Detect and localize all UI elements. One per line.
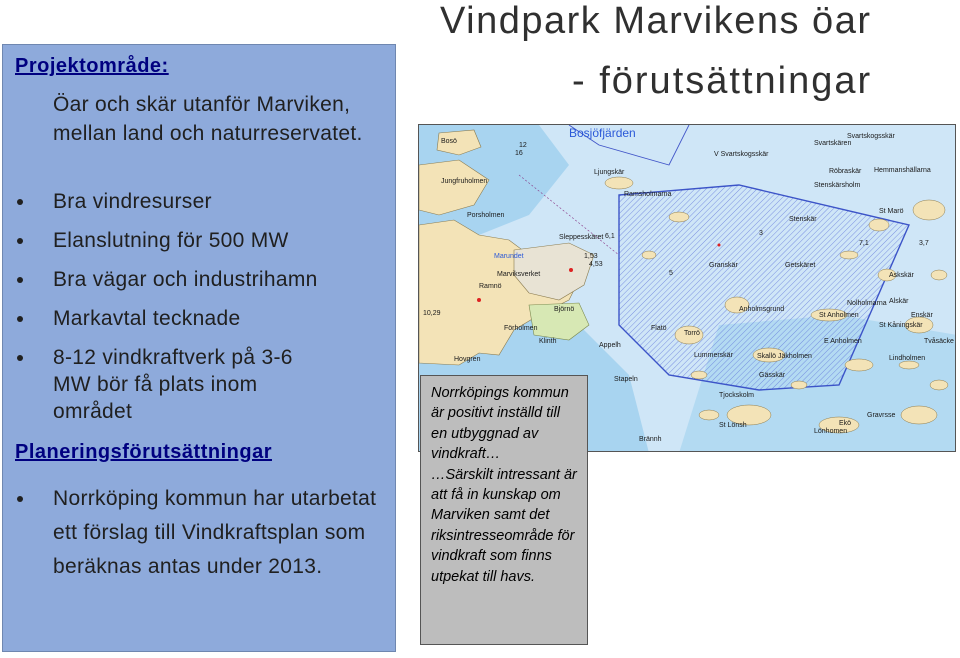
map-label: Klinth [539,338,557,345]
bullet-icon [17,199,23,205]
map-label: St Anholmen [819,312,859,319]
map-label: Askskär [889,272,914,279]
map-label: Flatö [651,325,667,332]
list-item: Bra vägar och industrihamn [3,266,397,293]
map-label: Skallö Jäkholmen [757,353,812,360]
map-label: Ekö [839,420,852,427]
map-label: Björnö [554,306,575,313]
map-label: Bosö [441,138,457,145]
page-subtitle: - förutsättningar [572,60,873,102]
list-item: Markavtal tecknade [3,305,397,332]
svg-text:1,53: 1,53 [584,253,598,260]
map-label: Gravrsse [867,412,896,419]
svg-text:6,1: 6,1 [605,233,615,240]
project-info-panel [2,44,396,652]
map-label: Lindholmen [889,355,926,362]
svg-text:16: 16 [515,150,523,157]
map-label: Tjockskolm [719,392,755,399]
map-label: Getskäret [785,262,816,269]
bullet-icon [17,238,23,244]
map-label: St Marö [879,208,904,215]
map-label: Röbraskär [829,168,862,175]
map-label: Stenskärsholm [814,182,861,189]
bullet-icon [17,496,23,502]
bullet-icon [17,277,23,283]
map-label: Brännh [639,436,662,443]
map-label: Anholmsgrund [739,306,785,313]
map-label: Enskär [911,312,933,319]
svg-text:3,7: 3,7 [919,240,929,247]
map-label: Nolholmarna [847,300,887,307]
map-label: Ljungskär [594,169,625,176]
map-label: V Svartskogsskär [714,151,769,158]
map-label: Svartskären [814,140,852,147]
map-label: Tvåsäcke [924,338,954,345]
map-label: Marundet [494,253,524,260]
map-label: Alskär [889,298,909,305]
page-title: Vindpark Marvikens öar [440,0,872,42]
callout-text-2: …Särskilt intressant är att få in kunskap om Marviken samt det riksintresseområde för vindkraft som finns utpekat till havs. [431,466,577,585]
bullet-icon [17,355,23,361]
map-label: Torrö [684,330,700,337]
project-area-intro: Öar och skär utanför Marviken, mellan land och naturreservatet. [53,93,363,145]
planeringsforutsattningar-heading: Planeringsförutsättningar [15,441,272,463]
map-label: Appelh [599,342,621,349]
map-label: Ramnö [479,283,502,290]
map-label: Granskär [709,262,738,269]
map-label: Stapeln [614,376,638,383]
map-label: St Lönsh [719,422,747,429]
list-item: Bra vindresurser [3,188,397,215]
map-label: Gässkär [759,372,786,379]
map-label: Lönhomen [814,428,848,435]
list-item: Elanslutning för 500 MW [3,227,397,254]
map-label: Svartskogsskär [847,133,895,140]
list-item: 8-12 vindkraftverk på 3-6 MW bör få plats inom området [3,344,397,425]
map-label: Hemmanshällarna [874,167,931,174]
svg-text:5: 5 [669,270,673,277]
map-label: Stenskär [789,216,817,223]
svg-text:10,29: 10,29 [423,310,441,317]
map-label: Förholmen [504,325,538,332]
municipality-callout [420,375,588,645]
map-label: St Kåningskär [879,322,923,329]
map-label: Porsholmen [467,212,505,219]
map-label: E Anholmen [824,338,862,345]
svg-text:4,53: 4,53 [589,261,603,268]
map-label: Marviksverket [497,271,541,278]
map-label: Bosjöfjärden [569,126,636,140]
svg-text:12: 12 [519,142,527,149]
bullet-icon [17,316,23,322]
svg-text:7,1: 7,1 [859,240,869,247]
conditions-list [3,188,397,437]
map-label: Sleppesskäret [559,234,604,241]
map-label: Jungfruholmen [441,178,488,185]
projektomrade-heading: Projektområde: [15,55,169,77]
svg-text:3: 3 [759,230,763,237]
callout-text-1: Norrköpings kommun är positivt inställd till en utbyggnad av vindkraft… [431,385,569,463]
planning-list [3,482,397,584]
map-label: Ramsholmarna [624,191,672,198]
map-label: Hovgren [454,356,481,363]
list-item: Norrköping kommun har utarbetat ett förslag till Vindkraftsplan som beräknas antas under 2013. [3,482,397,584]
map-label: Lummerskär [694,352,733,359]
